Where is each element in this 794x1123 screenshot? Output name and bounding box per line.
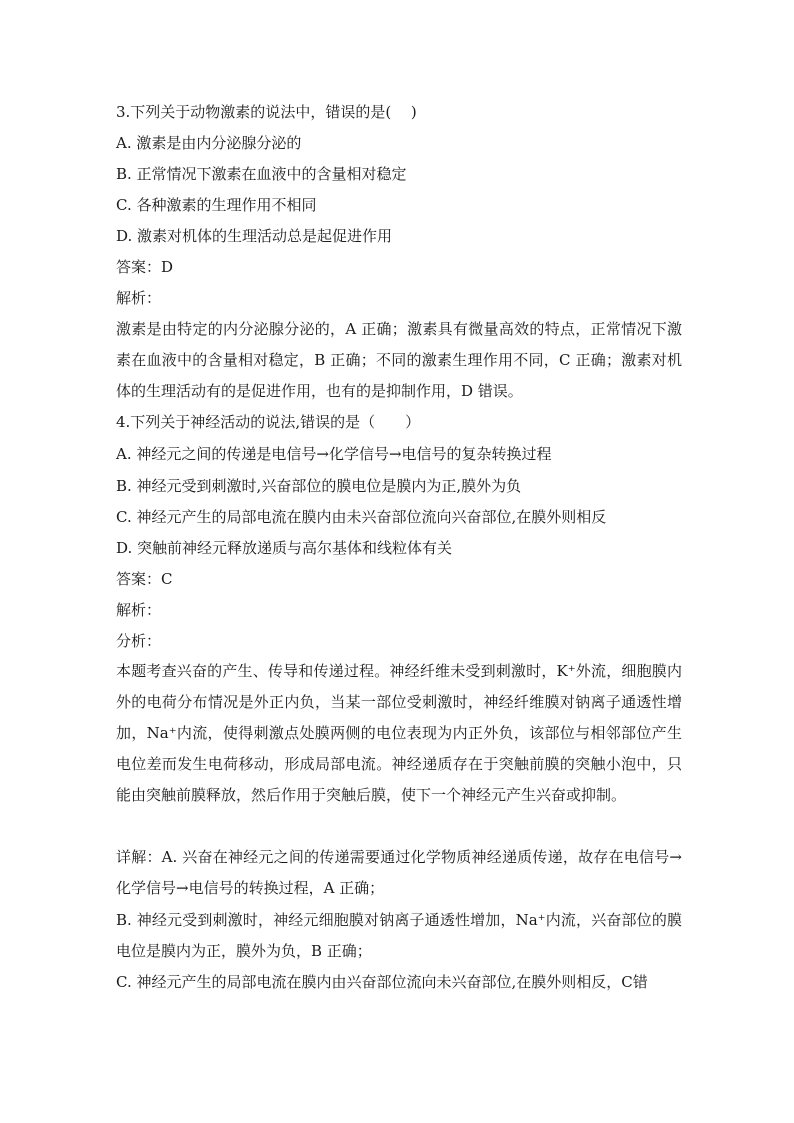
q4-detail-c: C. 神经元产生的局部电流在膜内由兴奋部位流向未兴奋部位,在膜外则相反，C错	[116, 973, 648, 991]
q4-option-c: C. 神经元产生的局部电流在膜内由未兴奋部位流向兴奋部位,在膜外则相反	[116, 508, 607, 526]
q4-fenxi-text: 本题考查兴奋的产生、传导和传递过程。神经纤维未受到刺激时，K⁺外流，细胞膜内外的电荷分布情况是外正内负，当某一部位受刺激时，神经纤维膜对钠离子通透性增加，Na⁺内流，使得刺激点处膜两侧的电位表现为内正外负，该部位与相邻部位产生电位差而发生电荷移动，形成局部电流。神经递质存在于突触前膜的突触小泡中，只能由突触前膜释放，然后作用于突触后膜，使下一个神经元产生兴奋或抑制。	[116, 662, 682, 804]
q4-detail-b: B. 神经元受到刺激时，神经元细胞膜对钠离子通透性增加，Na⁺内流，兴奋部位的膜电位是膜内为正，膜外为负，B 正确；	[116, 911, 682, 960]
q4-option-a: A. 神经元之间的传递是电信号→化学信号→电信号的复杂转换过程	[116, 445, 552, 463]
q4-fenxi-label: 分析：	[116, 632, 162, 650]
q3-option-b: B. 正常情况下激素在血液中的含量相对稳定	[116, 165, 407, 183]
q3-option-c: C. 各种激素的生理作用不相同	[116, 196, 317, 214]
q4-detail-a: 详解：A. 兴奋在神经元之间的传递需要通过化学物质神经递质传递，故存在电信号→化学信号→电信号的转换过程，A 正确；	[116, 848, 682, 897]
q3-answer: 答案：D	[116, 258, 174, 276]
q3-option-d: D. 激素对机体的生理活动总是起促进作用	[116, 227, 393, 245]
q4-stem: 4.下列关于神经活动的说法,错误的是（ ）	[116, 413, 421, 431]
q4-option-b: B. 神经元受到刺激时,兴奋部位的膜电位是膜内为正,膜外为负	[116, 477, 522, 495]
q3-stem: 3.下列关于动物激素的说法中，错误的是( )	[116, 103, 417, 121]
q3-option-a: A. 激素是由内分泌腺分泌的	[116, 134, 302, 152]
q3-analysis-label: 解析：	[116, 289, 162, 307]
q4-answer: 答案：C	[116, 570, 173, 588]
q4-option-d: D. 突触前神经元释放递质与高尔基体和线粒体有关	[116, 539, 453, 557]
q3-analysis-text: 激素是由特定的内分泌腺分泌的，A 正确；激素具有微量高效的特点，正常情况下激素在血液中的含量相对稳定，B 正确；不同的激素生理作用不同，C 正确；激素对机体的生理活动有的是促进作用，也有的是抑制作用，D 错误。	[116, 320, 682, 400]
q4-analysis-label: 解析：	[116, 601, 162, 619]
